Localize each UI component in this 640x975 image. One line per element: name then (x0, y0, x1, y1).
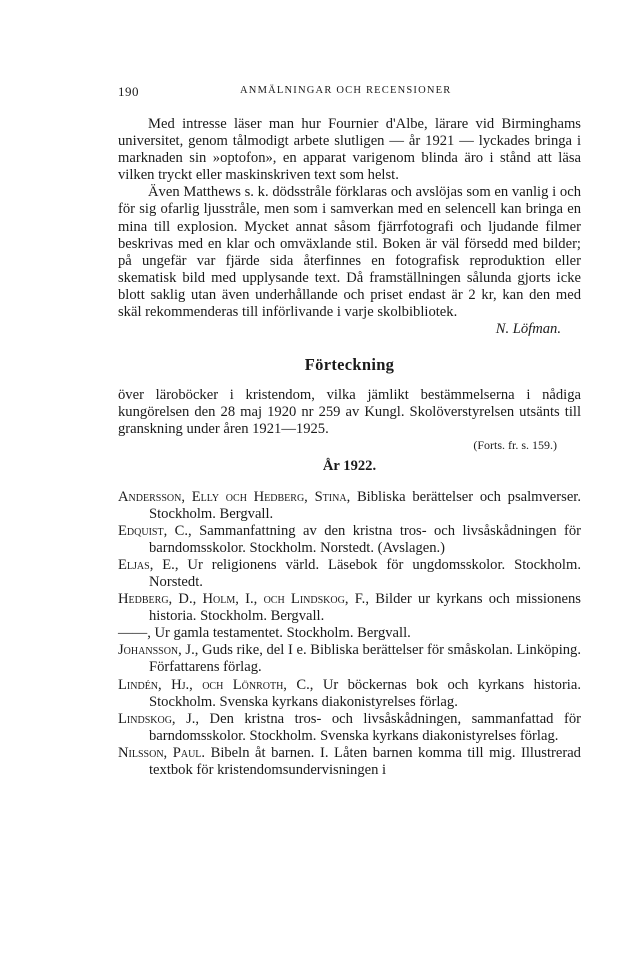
entry-text: Bilder ur kyrkans och missionens historia. Stockholm. Bergvall. (149, 591, 581, 625)
list-item (118, 745, 581, 779)
list-item (118, 642, 581, 676)
entry-text: Ur böckernas bok och kyrkans historia. Stockholm. Svenska kyrkans diakonistyrelses förlag. (149, 676, 581, 710)
reviewer-signature: N. Löfman. (495, 321, 561, 338)
review-paragraph-2-text: Även Matthews s. k. dödsstråle förklaras och avslöjas som en vanlig i och för sig ofarlig ljusstråle, men som i samverkan med en selencell kan bringa en mina till explosion. Mycket annat såsom fjärrfotografi och ljudande filmer beskrivas med en klar och omväxlande stil. Boken är väl försedd med bilder; på ungefär var fjärde sida återfinnes en fotografisk reproduktion eller skematisk bild med upplysande text. Då framställningen sålunda gjorts icke blott saklig utan även underhållande och priset endast är 2 kr, kan den med skäl rekommenderas till införlivande i varje skolbibliotek. (118, 184, 581, 321)
list-item (118, 523, 581, 557)
review-paragraph-2 (118, 184, 581, 321)
entry-text: Den kristna tros- och livsåskådningen, sammanfattad för barndomsskolor. Stockholm. Svenska kyrkans diakonistyrelses förlag. (149, 710, 581, 744)
entry-authors: Lindskog, J., (118, 710, 200, 727)
entry-authors: Hedberg, D., Holm, I., och Lindskog, F., (118, 591, 369, 608)
page-number: 190 (118, 84, 139, 99)
year-heading: År 1922. (322, 457, 377, 474)
entry-text: Ur gamla testamentet. Stockholm. Bergvall. (150, 625, 411, 642)
entry-authors: Lindén, Hj., och Lönroth, C., (118, 676, 314, 693)
running-header (118, 84, 581, 102)
book-list (118, 489, 581, 780)
entry-authors: ——, (118, 625, 151, 642)
book-page (118, 84, 581, 779)
list-item (118, 677, 581, 711)
list-item (118, 591, 581, 625)
entry-authors: Edquist, C., (118, 522, 192, 539)
review-paragraph-1: Med intresse läser man hur Fournier d'Albe, lärare vid Birminghams universitet, genom tålmodigt arbete slutligen — år 1921 — lyckades bringa i marknaden sin »optofon», en apparat varigenom blinda äro i stånd att läsa vilken tryckt eller maskinskriven text som helst. (118, 116, 581, 184)
entry-authors: Nilsson, Paul. (118, 744, 206, 761)
running-title: ANMÄLNINGAR OCH RECENSIONER (240, 85, 452, 96)
entry-authors: Johansson, J., (118, 642, 199, 659)
entry-text: Guds rike, del I e. Bibliska berättelser för småskolan. Linköping. Författarens förlag. (149, 642, 582, 676)
entry-text: Bibeln åt barnen. I. Låten barnen komma till mig. Illustrerad textbok för kristendomsundervisningen i (149, 744, 581, 778)
list-item (118, 557, 581, 591)
list-item (118, 711, 581, 745)
entry-text: Bibliska berättelser och psalmverser. Stockholm. Bergvall. (149, 488, 581, 522)
section-intro: över läroböcker i kristendom, vilka jämlikt bestämmelserna i nådiga kungörelsen den 28 maj 1920 nr 259 av Kungl. Skolöverstyrelsen utsänts till granskning under åren 1921—1925. (118, 387, 581, 438)
entry-text: Ur religionens värld. Läsebok för ungdomsskolor. Stockholm. Norstedt. (149, 556, 581, 590)
list-item (118, 625, 581, 642)
entry-authors: Andersson, Elly och Hedberg, Stina, (118, 488, 351, 505)
list-item (118, 489, 581, 523)
review-text (118, 116, 581, 338)
entry-text: Sammanfattning av den kristna tros- och livsåskådningen för barndomsskolor. Stockholm. Norstedt. (Avslagen.) (149, 522, 581, 556)
section-title: Förteckning (304, 355, 395, 375)
continuation-note: (Forts. fr. s. 159.) (473, 437, 557, 452)
entry-authors: Eljas, E., (118, 556, 179, 573)
